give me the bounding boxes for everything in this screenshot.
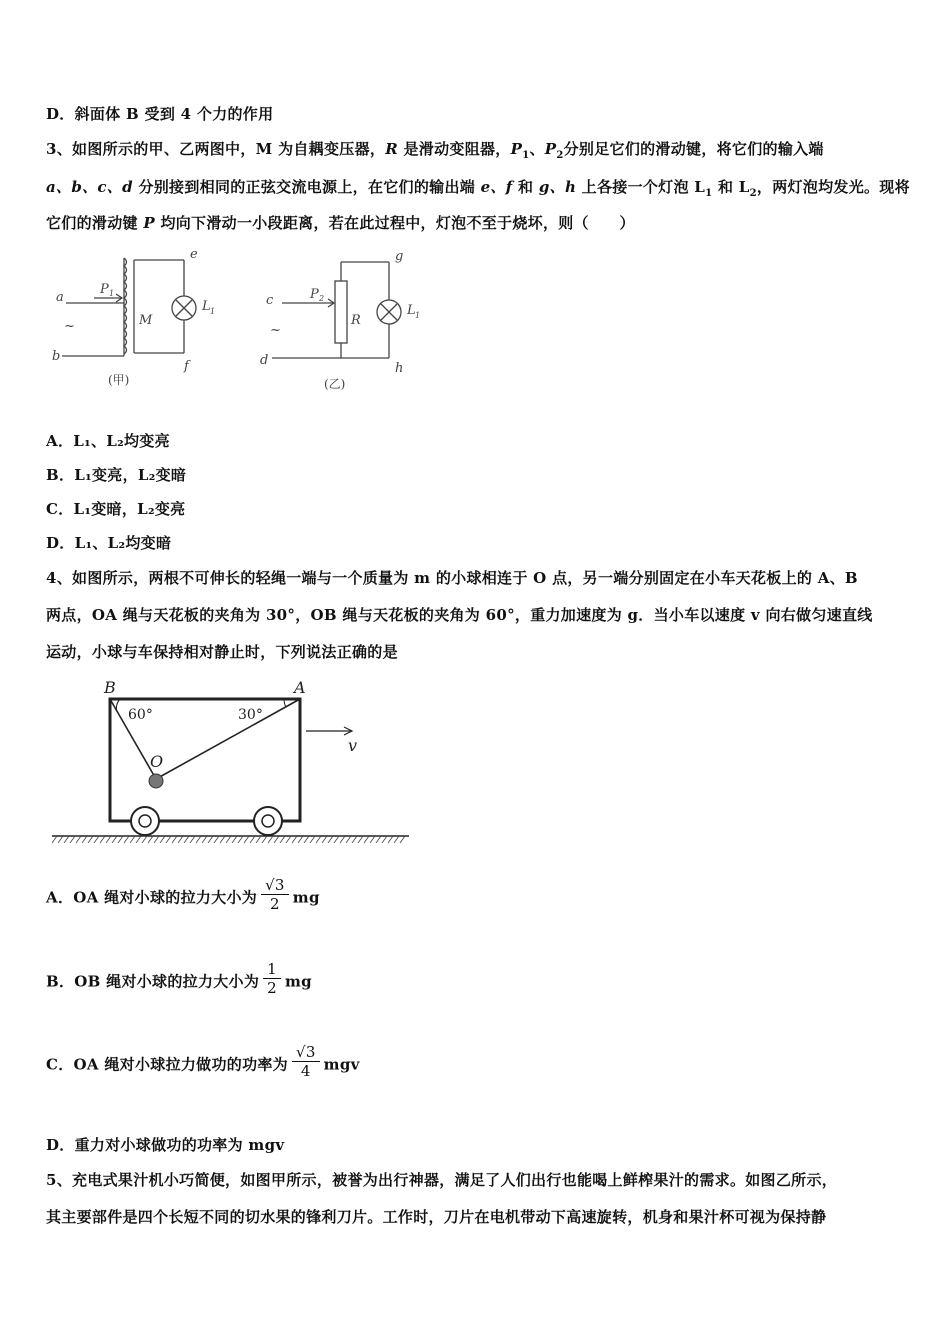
- label-r: R: [351, 313, 361, 328]
- label-f: f: [184, 359, 189, 374]
- label-A: A: [294, 678, 306, 697]
- svg-text:~: ~: [64, 319, 75, 334]
- option-4a: A．OA 绳对小球的拉力大小为 $\frac{√3}{2}$ mg: [46, 876, 320, 913]
- option-3d: D．L₁、L₂均变暗: [46, 534, 172, 552]
- question-5-line-1: 5、充电式果汁机小巧简便，如图甲所示，被誉为出行神器，满足了人们出行也能喝上鲜榨果汁的需求。如图乙所示，: [46, 1171, 838, 1189]
- label-p1: P: [100, 282, 109, 297]
- question-4-line-2: 两点，OA 绳与天花板的夹角为 30°，OB 绳与天花板的夹角为 60°，重力加速度为 g．当小车以速度 v 向右做匀速直线: [46, 606, 873, 624]
- question-5-line-2: 其主要部件是四个长短不同的切水果的锋利刀片。工作时，刀片在电机带动下高速旋转，机身和果汁杯可视为保持静: [46, 1208, 827, 1226]
- label-g: g: [395, 249, 404, 264]
- label-e: e: [190, 248, 198, 262]
- svg-text:~: ~: [270, 323, 281, 338]
- svg-text:1: 1: [415, 311, 421, 320]
- question-3-line-1: 3、如图所示的甲、乙两图中，M 为自耦变压器，R 是滑动变阻器，$P_1$、$P_2$分别足它们的滑动键，将它们的输入端: [46, 140, 824, 161]
- label-m: M: [139, 313, 153, 328]
- label-v: v: [348, 736, 358, 755]
- option-d-prev: D．斜面体 B 受到 4 个力的作用: [46, 105, 274, 123]
- label-O: O: [150, 752, 164, 771]
- option-4d: D．重力对小球做功的功率为 mgv: [46, 1136, 285, 1154]
- question-4-line-3: 运动，小球与车保持相对静止时，下列说法正确的是: [46, 643, 398, 661]
- label-b: b: [52, 349, 61, 364]
- question-3-line-3: 它们的滑动键 P 均向下滑动一小段距离，若在此过程中，灯泡不至于烧坏，则（ ）: [46, 214, 635, 232]
- label-a: a: [56, 290, 64, 305]
- svg-text:1: 1: [109, 289, 115, 298]
- svg-text:1: 1: [210, 307, 216, 316]
- question-3-line-2: a、b、c、d 分别接到相同的正弦交流电源上，在它们的输出端 e、f 和 g、h 上各接一个灯泡 $L_1$ 和 $L_2$，两灯泡均发光。现将: [46, 178, 910, 199]
- circuit-diagrams: [44, 248, 444, 398]
- option-4c: C．OA 绳对小球拉力做功的功率为 $\frac{√3}{4}$ mgv: [46, 1043, 360, 1080]
- label-p2: P: [310, 287, 319, 302]
- svg-text:2: 2: [319, 294, 325, 303]
- question-4-line-1: 4、如图所示，两根不可伸长的轻绳一端与一个质量为 m 的小球相连于 O 点，另一端分别固定在小车天花板上的 A、B: [46, 569, 858, 587]
- svg-text:L: L: [202, 299, 211, 314]
- cart-diagram: [44, 675, 414, 845]
- option-3c: C．L₁变暗，L₂变亮: [46, 500, 186, 518]
- label-B: B: [104, 678, 116, 697]
- caption-jia: (甲): [108, 373, 130, 387]
- option-3b: B．L₁变亮，L₂变暗: [46, 466, 187, 484]
- label-h: h: [395, 361, 404, 376]
- svg-text:L: L: [407, 303, 416, 318]
- angle-60: 60°: [128, 707, 153, 723]
- label-c: c: [266, 293, 274, 308]
- ball: [149, 774, 163, 788]
- option-3a: A．L₁、L₂均变亮: [46, 432, 170, 450]
- label-d: d: [260, 353, 269, 368]
- caption-yi: (乙): [324, 377, 346, 391]
- option-4b: B．OB 绳对小球的拉力大小为 $\frac{1}{2}$ mg: [46, 960, 312, 997]
- angle-30: 30°: [238, 707, 263, 723]
